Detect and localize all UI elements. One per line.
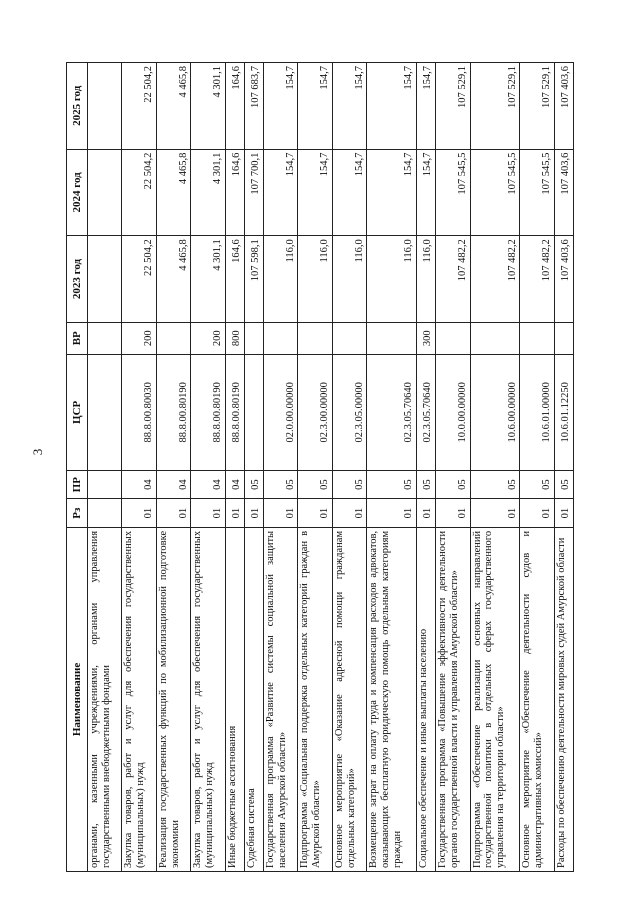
header-vr: ВР — [67, 322, 88, 354]
table-row — [298, 63, 332, 872]
cell-vr: 200 — [191, 322, 225, 354]
cell-2024: 154,7 — [264, 149, 298, 236]
header-pr: ПР — [67, 470, 88, 498]
header-rz: Рз — [67, 499, 88, 527]
header-2023: 2023 год — [67, 236, 88, 323]
cell-rz: 01 — [436, 499, 470, 527]
cell-2025 — [88, 63, 122, 150]
cell-rz: 01 — [470, 499, 520, 527]
table-row — [367, 63, 417, 872]
cell-2024: 4 465,8 — [156, 149, 190, 236]
table-row — [436, 63, 470, 872]
cell-csr: 88.8.00.80190 — [225, 354, 244, 470]
cell-2023: 4 301,1 — [191, 236, 225, 323]
cell-name: Закупка товаров, работ и услуг для обеспечения государственных (муниципальных) нужд — [122, 527, 156, 871]
cell-2024: 154,7 — [367, 149, 417, 236]
cell-vr — [470, 322, 520, 354]
cell-2024: 107 403,6 — [554, 149, 573, 236]
cell-vr: 800 — [225, 322, 244, 354]
cell-rz: 01 — [332, 499, 366, 527]
cell-2024: 154,7 — [298, 149, 332, 236]
cell-2023: 107 482,2 — [436, 236, 470, 323]
cell-2024: 22 504,2 — [122, 149, 156, 236]
cell-2025: 22 504,2 — [122, 63, 156, 150]
cell-csr: 02.3.05.00000 — [332, 354, 366, 470]
cell-2023: 107 482,2 — [470, 236, 520, 323]
table-row — [264, 63, 298, 872]
cell-vr — [332, 322, 366, 354]
cell-name: Государственная программа «Развитие системы социальной защиты населения Амурской области» — [264, 527, 298, 871]
cell-pr: 05 — [470, 470, 520, 498]
cell-2023: 22 504,2 — [122, 236, 156, 323]
cell-rz: 01 — [156, 499, 190, 527]
cell-2023: 116,0 — [264, 236, 298, 323]
cell-rz — [88, 499, 122, 527]
cell-vr — [156, 322, 190, 354]
cell-rz: 01 — [225, 499, 244, 527]
table-row — [191, 63, 225, 872]
cell-2023: 164,6 — [225, 236, 244, 323]
cell-vr — [244, 322, 263, 354]
cell-2023: 116,0 — [416, 236, 435, 323]
cell-name: Подпрограмма «Обеспечение реализации основных направлений государственной политики в отдельных сферах государственного управления на территории области» — [470, 527, 520, 871]
table-header-row — [67, 63, 88, 872]
header-2025: 2025 год — [67, 63, 88, 150]
cell-2025: 107 529,1 — [470, 63, 520, 150]
cell-vr — [88, 322, 122, 354]
table-row — [554, 63, 573, 872]
cell-2023: 107 403,6 — [554, 236, 573, 323]
cell-2025: 164,6 — [225, 63, 244, 150]
header-2024: 2024 год — [67, 149, 88, 236]
cell-2024: 4 301,1 — [191, 149, 225, 236]
cell-pr: 04 — [122, 470, 156, 498]
cell-2024: 154,7 — [416, 149, 435, 236]
cell-2025: 154,7 — [416, 63, 435, 150]
cell-name: Социальное обеспечение и иные выплаты населению — [416, 527, 435, 871]
cell-2025: 4 465,8 — [156, 63, 190, 150]
cell-name: Судебная система — [244, 527, 263, 871]
cell-rz: 01 — [367, 499, 417, 527]
cell-csr: 10.6.01.12250 — [554, 354, 573, 470]
cell-vr — [554, 322, 573, 354]
cell-pr: 05 — [416, 470, 435, 498]
cell-name: Основное мероприятие «Оказание адресной помощи гражданам отдельных категорий» — [332, 527, 366, 871]
table-row — [470, 63, 520, 872]
cell-2024: 107 545,5 — [436, 149, 470, 236]
cell-rz: 01 — [264, 499, 298, 527]
table-row — [122, 63, 156, 872]
cell-vr — [298, 322, 332, 354]
cell-csr: 02.3.05.70640 — [416, 354, 435, 470]
page-number: 3 — [30, 448, 45, 456]
cell-rz: 01 — [554, 499, 573, 527]
cell-2024: 154,7 — [332, 149, 366, 236]
cell-rz: 01 — [416, 499, 435, 527]
table-row — [332, 63, 366, 872]
cell-vr: 300 — [416, 322, 435, 354]
cell-csr: 88.8.00.80190 — [191, 354, 225, 470]
cell-2023 — [88, 236, 122, 323]
cell-rz: 01 — [122, 499, 156, 527]
cell-name: Закупка товаров, работ и услуг для обеспечения государственных (муниципальных) нужд — [191, 527, 225, 871]
cell-csr: 88.8.00.80030 — [122, 354, 156, 470]
cell-rz: 01 — [520, 499, 554, 527]
cell-2023: 107 598,1 — [244, 236, 263, 323]
cell-2025: 154,7 — [264, 63, 298, 150]
table-row — [156, 63, 190, 872]
table-row — [520, 63, 554, 872]
cell-pr: 05 — [367, 470, 417, 498]
cell-csr: 10.0.00.00000 — [436, 354, 470, 470]
cell-csr: 02.3.05.70640 — [367, 354, 417, 470]
cell-pr: 05 — [264, 470, 298, 498]
cell-pr: 05 — [520, 470, 554, 498]
cell-2023: 116,0 — [298, 236, 332, 323]
cell-2025: 154,7 — [298, 63, 332, 150]
table-row — [225, 63, 244, 872]
cell-name: Основное мероприятие «Обеспечение деятельности судов и административных комиссий» — [520, 527, 554, 871]
cell-2024: 107 700,1 — [244, 149, 263, 236]
cell-2024: 107 545,5 — [520, 149, 554, 236]
cell-2025: 154,7 — [367, 63, 417, 150]
cell-2025: 107 683,7 — [244, 63, 263, 150]
cell-pr: 04 — [225, 470, 244, 498]
cell-2025: 107 529,1 — [436, 63, 470, 150]
cell-name: Государственная программа «Повышение эффективности деятельности органов государственной власти и управления Амурской области» — [436, 527, 470, 871]
cell-name: Иные бюджетные ассигнования — [225, 527, 244, 871]
cell-2024: 164,6 — [225, 149, 244, 236]
cell-pr: 05 — [554, 470, 573, 498]
cell-csr: 10.6.01.00000 — [520, 354, 554, 470]
cell-pr: 05 — [332, 470, 366, 498]
table-row — [416, 63, 435, 872]
table-body — [88, 63, 574, 872]
header-name: Наименование — [67, 527, 88, 871]
cell-rz: 01 — [191, 499, 225, 527]
cell-name: Подпрограмма «Социальная поддержка отдельных категорий граждан в Амурской области» — [298, 527, 332, 871]
cell-pr: 05 — [436, 470, 470, 498]
cell-pr: 05 — [298, 470, 332, 498]
cell-vr — [367, 322, 417, 354]
cell-vr: 200 — [122, 322, 156, 354]
cell-vr — [436, 322, 470, 354]
cell-pr — [88, 470, 122, 498]
cell-csr: 02.0.00.00000 — [264, 354, 298, 470]
cell-rz: 01 — [244, 499, 263, 527]
cell-2023: 116,0 — [332, 236, 366, 323]
cell-csr — [244, 354, 263, 470]
cell-vr — [264, 322, 298, 354]
cell-2024 — [88, 149, 122, 236]
header-csr: ЦСР — [67, 354, 88, 470]
cell-name: Возмещение затрат на оплату труда и компенсация расходов адвокатов, оказывающих бесплатную юридическую помощь отдельным категориям граждан — [367, 527, 417, 871]
cell-pr: 04 — [156, 470, 190, 498]
rotated-table-container — [66, 62, 574, 872]
table-row — [244, 63, 263, 872]
cell-vr — [520, 322, 554, 354]
cell-pr: 05 — [244, 470, 263, 498]
budget-table — [66, 62, 574, 872]
cell-2023: 107 482,2 — [520, 236, 554, 323]
cell-2024: 107 545,5 — [470, 149, 520, 236]
cell-csr: 02.3.00.00000 — [298, 354, 332, 470]
cell-name: Расходы по обеспечению деятельности мировых судей Амурской области — [554, 527, 573, 871]
cell-2023: 116,0 — [367, 236, 417, 323]
cell-csr — [88, 354, 122, 470]
cell-csr: 10.6.00.00000 — [470, 354, 520, 470]
cell-2023: 4 465,8 — [156, 236, 190, 323]
cell-2025: 107 529,1 — [520, 63, 554, 150]
cell-pr: 04 — [191, 470, 225, 498]
cell-name: Реализация государственных функций по мобилизационной подготовке экономики — [156, 527, 190, 871]
cell-name: органами, казенными учреждениями, органами управления государственными внебюджетными фондами — [88, 527, 122, 871]
cell-2025: 107 403,6 — [554, 63, 573, 150]
cell-csr: 88.8.00.80190 — [156, 354, 190, 470]
cell-2025: 4 301,1 — [191, 63, 225, 150]
cell-rz: 01 — [298, 499, 332, 527]
table-row — [88, 63, 122, 872]
cell-2025: 154,7 — [332, 63, 366, 150]
